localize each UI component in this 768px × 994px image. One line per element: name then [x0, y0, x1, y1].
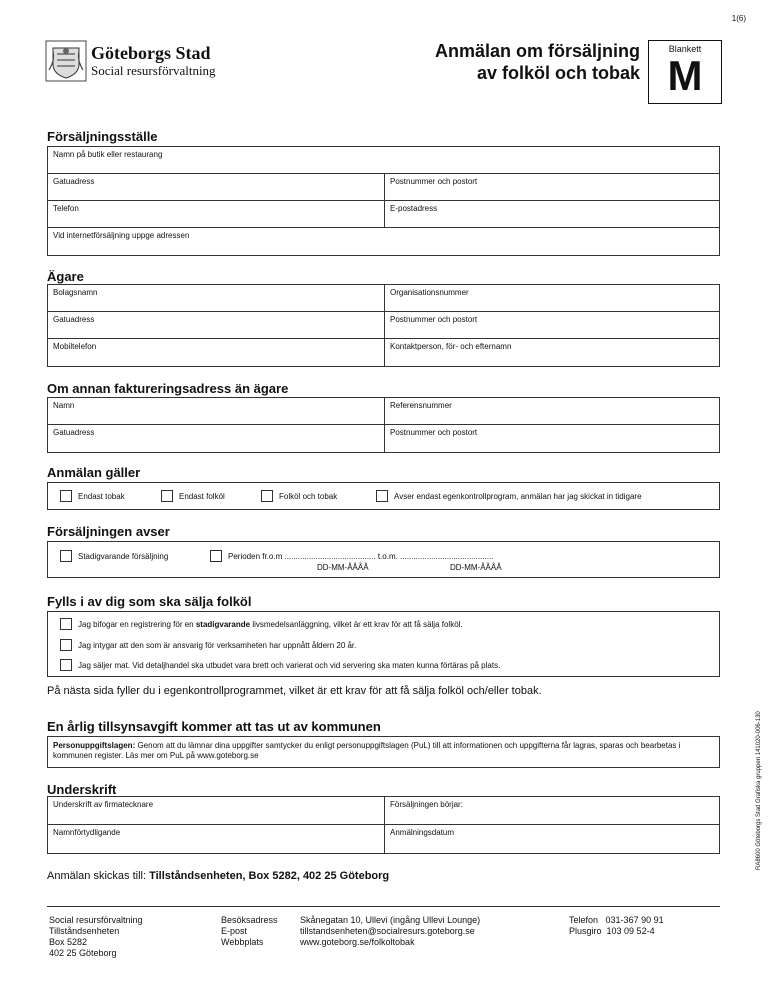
org-name: Göteborgs Stad	[91, 42, 211, 63]
option-label: Avser endast egenkontrollprogram, anmälan har jag skickat in tidigare	[394, 491, 642, 501]
footer-contact-values: Skånegatan 10, Ullevi (ingång Ullevi Lounge) tillstandsenheten@socialresurs.goteborg.se www.goteborg.se/folkoltobak	[300, 915, 481, 947]
item-label: Jag säljer mat. Vid detaljhandel ska utbudet vara brett och varierat och vid servering ska maten kunna förtäras på plats.	[78, 660, 501, 670]
checkbox[interactable]	[60, 639, 72, 651]
application-date-field[interactable]: Anmälningsdatum	[384, 825, 719, 853]
title-line-2: av folköl och tobak	[476, 63, 640, 83]
row-owner-address	[48, 312, 719, 339]
checkbox[interactable]	[60, 490, 72, 502]
checkbox[interactable]	[60, 659, 72, 671]
row-billing-name	[48, 398, 719, 425]
checkbox[interactable]	[376, 490, 388, 502]
option-label: Stadigvarande försäljning	[78, 551, 169, 561]
sales-start-field[interactable]: Försäljningen börjar:	[384, 797, 719, 824]
period-label: Perioden fr.o.m ......................................... t.o.m. ..........................................	[228, 551, 494, 561]
section-title-signature: Underskrift	[47, 782, 117, 797]
date-format-to: DD-MM-ÅÅÅÅ	[450, 563, 502, 572]
next-page-note: På nästa sida fyller du i egenkontrollprogrammet, vilket är ett krav för att få sälja folköl och/eller tobak.	[47, 685, 542, 697]
option-tobacco-only[interactable]	[60, 490, 125, 502]
row-internet	[48, 228, 719, 255]
send-to-text: Anmälan skickas till: Tillståndsenheten, Box 5282, 402 25 Göteborg	[47, 870, 390, 882]
row-billing-address	[48, 425, 719, 452]
section-title-beer: Fylls i av dig som ska sälja folköl	[47, 594, 252, 609]
footer-address: Social resursförvaltning Tillståndsenheten Box 5282 402 25 Göteborg	[49, 915, 143, 958]
option-beer-only[interactable]	[161, 490, 225, 502]
beer-item-food[interactable]	[60, 659, 500, 671]
item-label: Jag intygar att den som är ansvarig för verksamheten har uppnått åldern 20 år.	[78, 640, 357, 650]
organization-logo	[45, 40, 216, 82]
option-self-control-only[interactable]	[376, 490, 642, 502]
option-label: Endast tobak	[78, 491, 125, 501]
form-code: M	[667, 52, 703, 99]
owner-street-field[interactable]: Gatuadress	[53, 315, 95, 324]
checkbox[interactable]	[161, 490, 173, 502]
billing-name-field[interactable]: Namn	[53, 401, 75, 410]
orgnr-field[interactable]: Organisationsnummer	[384, 285, 719, 311]
company-name-field[interactable]: Bolagsnamn	[53, 288, 98, 297]
footer-phone: Telefon 031-367 90 91 Plusgiro 103 09 52-4	[569, 915, 664, 936]
option-beer-and-tobacco[interactable]	[261, 490, 337, 502]
document-title	[435, 40, 640, 84]
salesplace-box	[47, 146, 720, 256]
option-permanent[interactable]	[60, 550, 168, 562]
date-format-from: DD-MM-ÅÅÅÅ	[317, 563, 369, 572]
coat-of-arms-icon	[45, 40, 87, 82]
signature-field[interactable]: Underskrift av firmatecknare	[53, 800, 154, 809]
sales-box	[47, 541, 720, 578]
checkbox[interactable]	[210, 550, 222, 562]
footer-contact-labels: Besöksadress E-post Webbplats	[221, 915, 278, 947]
row-owner-contact	[48, 339, 719, 366]
footer-divider	[47, 906, 720, 907]
org-unit: Social resursförvaltning	[91, 62, 216, 78]
internet-address-field[interactable]: Vid internetförsäljning uppge adressen	[53, 231, 190, 240]
beer-item-age[interactable]	[60, 639, 356, 651]
section-title-salesplace: Försäljningsställe	[47, 129, 158, 144]
billing-box	[47, 397, 720, 453]
store-name-field[interactable]: Namn på butik eller restaurang	[53, 150, 163, 159]
row-store-name	[48, 147, 719, 174]
billing-postcode-field[interactable]: Postnummer och postort	[384, 425, 719, 452]
beer-box	[47, 611, 720, 677]
postcode-field[interactable]: Postnummer och postort	[384, 174, 719, 200]
pul-box	[47, 736, 720, 768]
name-clarification-field[interactable]: Namnförtydligande	[53, 828, 121, 837]
row-signature	[48, 797, 719, 825]
checkbox[interactable]	[261, 490, 273, 502]
section-title-applies: Anmälan gäller	[47, 465, 141, 480]
section-title-owner: Ägare	[47, 269, 84, 284]
pul-text: Personuppgiftslagen: Genom att du lämnar dina uppgifter samtycker du enligt personuppgiftslagen (PuL) till att informationen och uppgifterna får lagras, sparas och bearbetas i kommunen register. Läs mer om PuL på www.goteborg.se	[53, 741, 681, 760]
option-label: Folköl och tobak	[279, 491, 338, 501]
form-label: Blankett	[668, 44, 702, 54]
owner-box	[47, 284, 720, 367]
mobile-field[interactable]: Mobiltelefon	[53, 342, 97, 351]
row-contact	[48, 201, 719, 228]
page-number: 1(6)	[731, 14, 746, 23]
row-address	[48, 174, 719, 201]
email-field[interactable]: E-postadress	[384, 201, 719, 227]
signature-box	[47, 796, 720, 854]
row-name-date	[48, 825, 719, 853]
billing-street-field[interactable]: Gatuadress	[53, 428, 95, 437]
applies-box	[47, 482, 720, 510]
form-code-box	[648, 40, 722, 104]
title-line-1: Anmälan om försäljning	[434, 41, 640, 61]
checkbox[interactable]	[60, 550, 72, 562]
phone-field[interactable]: Telefon	[53, 204, 79, 213]
option-period[interactable]	[210, 550, 493, 562]
row-company	[48, 285, 719, 312]
option-label: Endast folköl	[179, 491, 225, 501]
contact-person-field[interactable]: Kontaktperson, för- och efternamn	[384, 339, 719, 366]
checkbox[interactable]	[60, 618, 72, 630]
beer-item-registration[interactable]	[60, 618, 463, 630]
item-label: Jag bifogar en registrering för en stadigvarande livsmedelsanläggning, vilket är ett krav för att få sälja folköl.	[78, 619, 463, 629]
section-title-sales: Försäljningen avser	[47, 524, 170, 539]
street-field[interactable]: Gatuadress	[53, 177, 95, 186]
section-title-billing: Om annan faktureringsadress än ägare	[47, 381, 289, 396]
owner-postcode-field[interactable]: Postnummer och postort	[384, 312, 719, 338]
print-code: RA8600 Göteborgs Stad Grafiska gruppen 141020-006-130	[756, 711, 762, 870]
reference-field[interactable]: Referensnummer	[384, 398, 719, 424]
section-title-fee: En årlig tillsynsavgift kommer att tas ut av kommunen	[47, 719, 381, 734]
